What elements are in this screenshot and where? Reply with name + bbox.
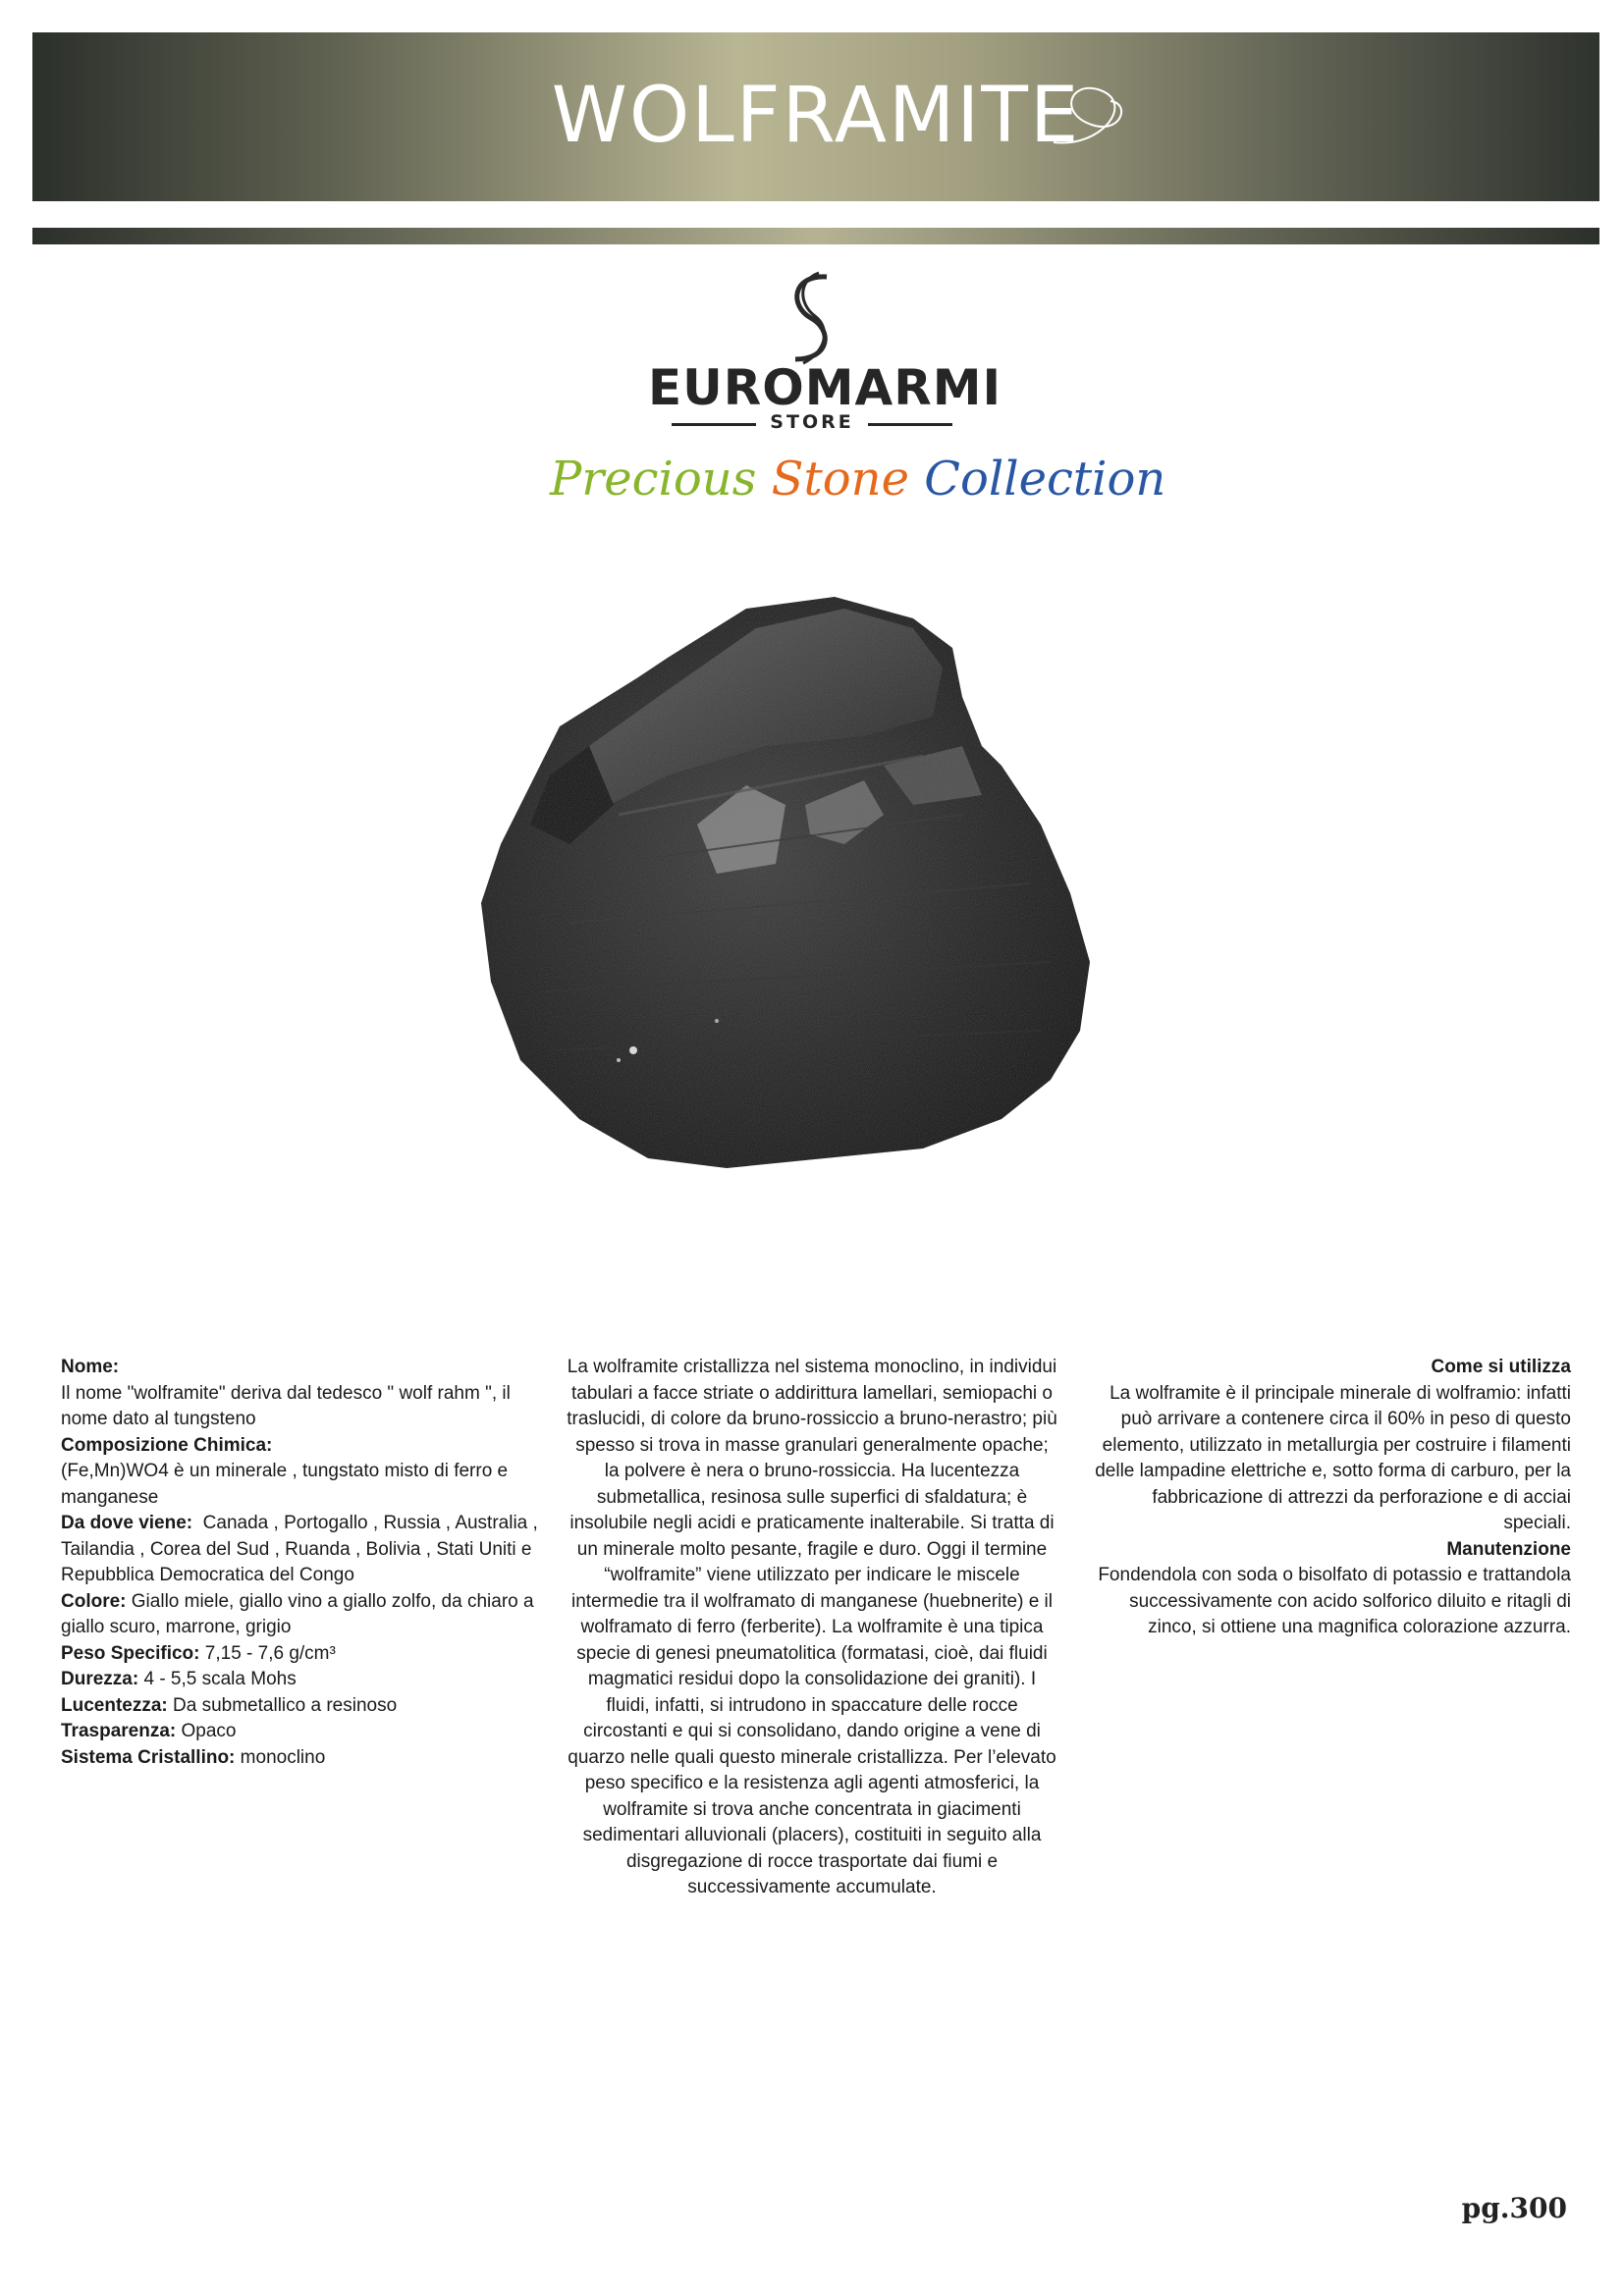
brand-name: EUROMARMI	[648, 359, 1002, 416]
uses-column	[1082, 1355, 1571, 1641]
collection-word-precious: Precious	[550, 452, 757, 507]
sistema-row	[61, 1745, 552, 1772]
brand-store-row	[672, 411, 952, 435]
nome-text: Il nome "wolframite" deriva dal tedesco " wolf rahm ", il nome dato al tungsteno	[61, 1382, 511, 1429]
sistema-text: monoclino	[240, 1746, 326, 1768]
provenienza-row	[61, 1511, 552, 1589]
brand-line-right	[868, 423, 952, 426]
wolframite-specimen-image	[452, 569, 1178, 1325]
lucentezza-label: Lucentezza:	[61, 1694, 168, 1716]
maintenance-text: Fondendola con soda o bisolfato di potassio e trattandola successivamente con acido solforico diluito e ritagli di zinco, si ottiene una magnifica colorazione azzurra.	[1098, 1565, 1571, 1637]
colore-row	[61, 1589, 552, 1641]
durezza-label: Durezza:	[61, 1669, 139, 1689]
header-band	[32, 32, 1599, 201]
colore-label: Colore:	[61, 1590, 127, 1612]
collection-word-collection: Collection	[924, 452, 1166, 507]
peso-row	[61, 1641, 552, 1668]
properties-column	[61, 1355, 552, 1771]
colore-text: Giallo miele, giallo vino a giallo zolfo, da chiaro a giallo scuro, marrone, grigio	[61, 1590, 534, 1637]
nome-label: Nome:	[61, 1357, 120, 1377]
lucentezza-row	[61, 1693, 552, 1720]
euromarmi-logo-icon	[784, 271, 842, 365]
divider-band	[32, 228, 1599, 244]
page-number: pg.300	[1461, 2192, 1567, 2224]
collection-word-stone: Stone	[771, 452, 909, 507]
composizione-text: (Fe,Mn)WO4 è un minerale , tungstato misto di ferro e manganese	[61, 1461, 509, 1508]
description-text: La wolframite cristallizza nel sistema monoclino, in individui tabulari a facce striate o addirittura lamellari, semiopachi o traslucidi, di colore da bruno-rossiccio a bruno-nerastro; più spesso si trova in masse granulari generalmente opache; la polvere è nera o bruno-rossiccia. Ha lucentezza submetallica, resinosa sulle superfici di sfaldatura; è insolubile negli acidi e praticamente inalterabile. Si tratta di un minerale molto pesante, fragile e duro. Oggi il termine “wolframite” viene utilizzato per indicare le miscele intermedie tra il wolframato di manganese (huebnerite) e il wolframato di ferro (ferberite). La wolframite è una tipica specie di genesi pneumatolitica (formatasi, cioè, dai fluidi magmatici residui dopo la consolidazione dei graniti). I fluidi, infatti, si intrudono in spaccature delle rocce circostanti e qui si consolidano, dando origine a vene di quarzo nelle quali questo minerale cristallizza. Per l’elevato peso specifico e la resistenza agli agenti atmosferici, la wolframite si trova anche concentrata in giacimenti sedimentari alluvionali (placers), costituiti in seguito alla disgregazione di rocce trasportate dai fiumi e successivamente accumulate.	[567, 1357, 1057, 1897]
composizione-label: Composizione Chimica:	[61, 1434, 273, 1456]
peso-text: 7,15 - 7,6 g/cm³	[204, 1642, 336, 1664]
title-flourish-icon	[32, 32, 1599, 201]
provenienza-label: Da dove viene:	[61, 1513, 193, 1533]
page-title: WOLFRAMITE	[551, 72, 1081, 160]
description-column	[567, 1355, 1057, 1901]
maintenance-title: Manutenzione	[1446, 1538, 1571, 1560]
collection-tagline	[550, 452, 1166, 507]
durezza-row	[61, 1667, 552, 1693]
uses-text: La wolframite è il principale minerale di wolframio: infatti può arrivare a contenere circa il 60% in peso di questo elemento, utilizzato in metallurgia per costruire i filamenti delle lampadine elettriche e, sotto forma di carburo, per la fabbricazione di attrezzi da perforazione e di acciai speciali.	[1095, 1382, 1571, 1533]
sistema-label: Sistema Cristallino:	[61, 1746, 236, 1768]
uses-title: Come si utilizza	[1431, 1357, 1571, 1377]
provenienza-text: Canada , Portogallo , Russia , Australia , Tailandia , Corea del Sud , Ruanda , Bolivia , Stati Uniti e Repubblica Democratica del Congo	[61, 1513, 538, 1585]
brand-store: STORE	[770, 411, 854, 433]
trasparenza-text: Opaco	[181, 1721, 237, 1741]
trasparenza-row	[61, 1719, 552, 1745]
peso-label: Peso Specifico:	[61, 1642, 200, 1664]
lucentezza-text: Da submetallico a resinoso	[173, 1694, 398, 1716]
trasparenza-label: Trasparenza:	[61, 1721, 177, 1741]
durezza-text: 4 - 5,5 scala Mohs	[143, 1669, 297, 1689]
